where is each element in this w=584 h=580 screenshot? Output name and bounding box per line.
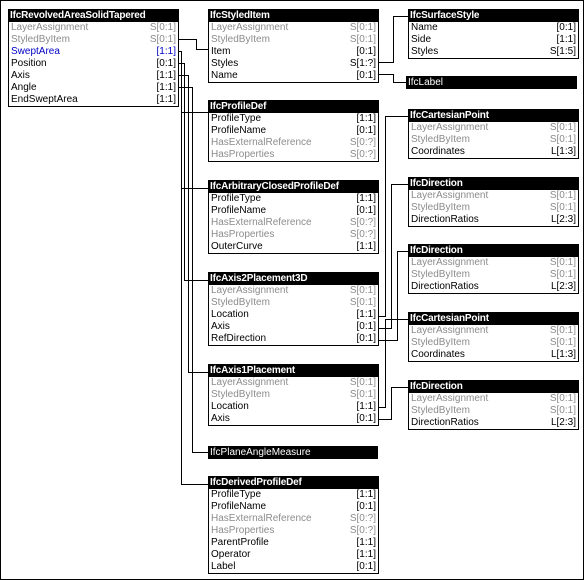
connector-axis-3d xyxy=(378,185,408,329)
attribute-name: Side xyxy=(411,34,432,45)
attribute-cardinality: L[1:3] xyxy=(550,349,576,360)
entity-title: IfcDerivedProfileDef xyxy=(209,477,378,489)
attribute-row[interactable] xyxy=(409,325,578,337)
attribute-cardinality: S[0:1] xyxy=(549,202,576,213)
attribute-cardinality: S[0:?] xyxy=(349,137,376,148)
attribute-cardinality: S[0:1] xyxy=(149,34,176,45)
attribute-row[interactable] xyxy=(209,149,378,161)
attribute-row[interactable] xyxy=(209,333,378,345)
type-label-ifclabel[interactable]: IfcLabel xyxy=(406,76,577,89)
attribute-cardinality: S[0:1] xyxy=(549,337,576,348)
attribute-name: ProfileName xyxy=(211,501,267,512)
connector-position xyxy=(179,64,209,281)
attribute-cardinality: [0:1] xyxy=(356,501,376,512)
attribute-cardinality: [0:1] xyxy=(356,70,376,81)
attribute-row[interactable] xyxy=(409,349,578,361)
attribute-row[interactable] xyxy=(9,34,178,46)
attribute-name: LayerAssignment xyxy=(411,122,489,133)
attribute-name: StyledByItem xyxy=(211,297,270,308)
attribute-name: ProfileType xyxy=(211,193,262,204)
attribute-name: LayerAssignment xyxy=(411,325,489,336)
attribute-row[interactable] xyxy=(9,94,178,106)
attribute-cardinality: [0:1] xyxy=(356,413,376,424)
attribute-cardinality: [1:1] xyxy=(556,34,576,45)
attribute-name: ProfileType xyxy=(211,113,262,124)
attribute-row[interactable] xyxy=(209,241,378,253)
attribute-row[interactable] xyxy=(209,205,378,217)
entity-derivedprofiledef[interactable] xyxy=(208,476,379,574)
attribute-row[interactable] xyxy=(209,217,378,229)
entity-direction-2[interactable] xyxy=(408,244,579,294)
attribute-row[interactable] xyxy=(209,489,378,501)
attribute-row[interactable] xyxy=(409,393,578,405)
attribute-name: LayerAssignment xyxy=(211,22,289,33)
attribute-cardinality: S[0:?] xyxy=(349,229,376,240)
entity-title: IfcDirection xyxy=(409,381,578,393)
attribute-name: LayerAssignment xyxy=(211,285,289,296)
attribute-name: StyledByItem xyxy=(411,269,470,280)
attribute-row[interactable] xyxy=(209,58,378,70)
attribute-row[interactable] xyxy=(209,193,378,205)
attribute-row[interactable] xyxy=(409,202,578,214)
attribute-row[interactable] xyxy=(209,321,378,333)
attribute-row[interactable] xyxy=(209,389,378,401)
attribute-name: HasProperties xyxy=(211,149,275,160)
attribute-row[interactable] xyxy=(409,22,578,34)
attribute-row[interactable] xyxy=(409,46,578,58)
attribute-cardinality: L[2:3] xyxy=(550,281,576,292)
attribute-row[interactable] xyxy=(209,549,378,561)
attribute-row[interactable] xyxy=(409,281,578,293)
attribute-row[interactable] xyxy=(209,413,378,425)
attribute-name: OuterCurve xyxy=(211,241,263,252)
attribute-name: StyledByItem xyxy=(411,405,470,416)
attribute-cardinality: S[0:1] xyxy=(349,297,376,308)
attribute-row[interactable] xyxy=(409,34,578,46)
attribute-name: StyledByItem xyxy=(11,34,70,45)
attribute-cardinality: S[0:?] xyxy=(349,149,376,160)
attribute-row[interactable] xyxy=(209,377,378,389)
attribute-cardinality: [0:1] xyxy=(356,333,376,344)
attribute-row[interactable] xyxy=(209,70,378,82)
attribute-cardinality: [1:1] xyxy=(356,309,376,320)
attribute-name: StyledByItem xyxy=(411,337,470,348)
connector-location-1p xyxy=(378,320,408,408)
attribute-cardinality: S[1:?] xyxy=(349,58,376,69)
attribute-cardinality: [1:1] xyxy=(356,193,376,204)
attribute-cardinality: S[0:1] xyxy=(549,134,576,145)
attribute-cardinality: S[0:1] xyxy=(549,269,576,280)
attribute-name: HasProperties xyxy=(211,229,275,240)
attribute-name: DirectionRatios xyxy=(411,214,479,225)
attribute-cardinality: [1:1] xyxy=(356,489,376,500)
entity-title: IfcDirection xyxy=(409,245,578,257)
attribute-name: Position xyxy=(11,58,47,69)
attribute-name: StyledByItem xyxy=(411,134,470,145)
attribute-cardinality: S[0:1] xyxy=(149,22,176,33)
attribute-cardinality: [0:1] xyxy=(356,561,376,572)
attribute-row[interactable] xyxy=(209,513,378,525)
attribute-row[interactable] xyxy=(9,58,178,70)
attribute-name: SweptArea xyxy=(11,46,60,57)
attribute-row[interactable] xyxy=(209,309,378,321)
connector-refdirection-3d xyxy=(378,252,408,341)
attribute-row[interactable] xyxy=(9,46,178,58)
entity-title: IfcRevolvedAreaSolidTapered xyxy=(9,10,178,22)
entity-title: IfcProfileDef xyxy=(209,101,378,113)
attribute-cardinality: [1:1] xyxy=(356,113,376,124)
attribute-name: HasProperties xyxy=(211,525,275,536)
attribute-name: ProfileName xyxy=(211,125,267,136)
attribute-row[interactable] xyxy=(409,405,578,417)
attribute-name: HasExternalReference xyxy=(211,217,312,228)
attribute-row[interactable] xyxy=(209,501,378,513)
attribute-row[interactable] xyxy=(9,22,178,34)
type-label-planeanglemeasure[interactable]: IfcPlaneAngleMeasure xyxy=(208,446,378,459)
attribute-row[interactable] xyxy=(409,134,578,146)
attribute-name: Styles xyxy=(411,46,439,57)
attribute-name: Coordinates xyxy=(411,146,465,157)
entity-title: IfcSurfaceStyle xyxy=(409,10,578,22)
attribute-row[interactable] xyxy=(409,214,578,226)
attribute-cardinality: [1:1] xyxy=(156,82,176,93)
attribute-cardinality: [0:1] xyxy=(556,22,576,33)
attribute-row[interactable] xyxy=(409,337,578,349)
attribute-row[interactable] xyxy=(209,525,378,537)
attribute-cardinality: [0:1] xyxy=(356,125,376,136)
attribute-name: StyledByItem xyxy=(411,202,470,213)
attribute-cardinality: [1:1] xyxy=(356,401,376,412)
attribute-row[interactable] xyxy=(209,137,378,149)
attribute-name: Angle xyxy=(11,82,37,93)
entity-root[interactable] xyxy=(8,9,179,107)
entity-title: IfcCartesianPoint xyxy=(409,110,578,122)
attribute-cardinality: S[0:1] xyxy=(349,377,376,388)
attribute-cardinality: S[0:1] xyxy=(349,22,376,33)
entity-title: IfcAxis2Placement3D xyxy=(209,273,378,285)
attribute-name: Name xyxy=(211,70,238,81)
attribute-name: ParentProfile xyxy=(211,537,269,548)
attribute-name: DirectionRatios xyxy=(411,417,479,428)
attribute-name: Styles xyxy=(211,58,239,69)
entity-title: IfcCartesianPoint xyxy=(409,313,578,325)
attribute-name: LayerAssignment xyxy=(211,377,289,388)
connector-sweptarea xyxy=(179,52,209,485)
attribute-name: EndSweptArea xyxy=(11,94,78,105)
connector-location-3d xyxy=(378,117,408,317)
entity-direction-1[interactable] xyxy=(408,177,579,227)
attribute-cardinality: S[1:5] xyxy=(549,46,576,57)
attribute-name: RefDirection xyxy=(211,333,267,344)
attribute-name: Location xyxy=(211,309,249,320)
connector-axis-1p xyxy=(378,388,408,420)
attribute-cardinality: [1:1] xyxy=(356,241,376,252)
attribute-name: StyledByItem xyxy=(211,34,270,45)
attribute-cardinality: [1:1] xyxy=(356,537,376,548)
attribute-name: Axis xyxy=(211,413,230,424)
attribute-name: ProfileName xyxy=(211,205,267,216)
entity-profiledef[interactable] xyxy=(208,100,379,162)
attribute-cardinality: L[2:3] xyxy=(550,214,576,225)
entity-cartesianpoint-1[interactable] xyxy=(408,109,579,159)
attribute-cardinality: S[0:?] xyxy=(349,217,376,228)
attribute-cardinality: S[0:1] xyxy=(549,122,576,133)
attribute-row[interactable] xyxy=(409,190,578,202)
connector-styledbyitem xyxy=(179,40,209,50)
attribute-name: Label xyxy=(211,561,236,572)
attribute-name: LayerAssignment xyxy=(11,22,89,33)
attribute-name: DirectionRatios xyxy=(411,281,479,292)
attribute-name: LayerAssignment xyxy=(411,393,489,404)
entity-direction-3[interactable] xyxy=(408,380,579,430)
entity-cartesianpoint-2[interactable] xyxy=(408,312,579,362)
attribute-cardinality: [1:1] xyxy=(356,549,376,560)
entity-axis2placement3d[interactable] xyxy=(208,272,379,346)
entity-styleditem[interactable] xyxy=(208,9,379,83)
attribute-row[interactable] xyxy=(209,401,378,413)
attribute-cardinality: [1:1] xyxy=(156,70,176,81)
attribute-cardinality: [1:1] xyxy=(156,46,176,57)
attribute-name: StyledByItem xyxy=(211,389,270,400)
attribute-cardinality: S[0:1] xyxy=(549,257,576,268)
entity-arbitraryclosedprofiledef[interactable] xyxy=(208,180,379,254)
attribute-name: Axis xyxy=(11,70,30,81)
attribute-cardinality: S[0:1] xyxy=(549,325,576,336)
attribute-row[interactable] xyxy=(209,537,378,549)
attribute-row[interactable] xyxy=(209,285,378,297)
attribute-row[interactable] xyxy=(409,269,578,281)
attribute-cardinality: S[0:1] xyxy=(349,34,376,45)
attribute-name: Name xyxy=(411,22,438,33)
attribute-row[interactable] xyxy=(209,46,378,58)
attribute-row[interactable] xyxy=(409,417,578,429)
entity-title: IfcStyledItem xyxy=(209,10,378,22)
attribute-cardinality: [0:1] xyxy=(356,321,376,332)
connector-name xyxy=(378,75,406,83)
entity-surfacestyle[interactable] xyxy=(408,9,579,59)
attribute-row[interactable] xyxy=(9,82,178,94)
attribute-name: Axis xyxy=(211,321,230,332)
attribute-row[interactable] xyxy=(209,34,378,46)
connector-angle xyxy=(179,88,209,453)
attribute-cardinality: S[0:1] xyxy=(349,389,376,400)
entity-title: IfcArbitraryClosedProfileDef xyxy=(209,181,378,193)
attribute-cardinality: S[0:1] xyxy=(549,405,576,416)
attribute-cardinality: S[0:1] xyxy=(349,285,376,296)
attribute-cardinality: [0:1] xyxy=(156,58,176,69)
attribute-row[interactable] xyxy=(409,146,578,158)
attribute-cardinality: S[0:?] xyxy=(349,513,376,524)
attribute-cardinality: S[0:1] xyxy=(549,393,576,404)
attribute-cardinality: L[2:3] xyxy=(550,417,576,428)
attribute-name: Location xyxy=(211,401,249,412)
attribute-row[interactable] xyxy=(209,561,378,573)
connector-styles xyxy=(378,17,408,63)
attribute-cardinality: [0:1] xyxy=(356,46,376,57)
attribute-name: Coordinates xyxy=(411,349,465,360)
attribute-name: HasExternalReference xyxy=(211,137,312,148)
attribute-row[interactable] xyxy=(209,125,378,137)
entity-title: IfcDirection xyxy=(409,178,578,190)
attribute-row[interactable] xyxy=(9,70,178,82)
attribute-cardinality: [0:1] xyxy=(356,205,376,216)
attribute-row[interactable] xyxy=(209,113,378,125)
entity-title: IfcAxis1Placement xyxy=(209,365,378,377)
attribute-name: Item xyxy=(211,46,231,57)
attribute-name: HasExternalReference xyxy=(211,513,312,524)
attribute-name: LayerAssignment xyxy=(411,257,489,268)
attribute-name: LayerAssignment xyxy=(411,190,489,201)
connector-axis xyxy=(179,76,209,373)
attribute-name: ProfileType xyxy=(211,489,262,500)
entity-axis1placement[interactable] xyxy=(208,364,379,426)
attribute-row[interactable] xyxy=(409,257,578,269)
attribute-cardinality: S[0:1] xyxy=(549,190,576,201)
attribute-row[interactable] xyxy=(209,297,378,309)
attribute-cardinality: S[0:?] xyxy=(349,525,376,536)
attribute-row[interactable] xyxy=(409,122,578,134)
attribute-name: Operator xyxy=(211,549,251,560)
attribute-row[interactable] xyxy=(209,229,378,241)
attribute-cardinality: L[1:3] xyxy=(550,146,576,157)
attribute-cardinality: [1:1] xyxy=(156,94,176,105)
attribute-row[interactable] xyxy=(209,22,378,34)
